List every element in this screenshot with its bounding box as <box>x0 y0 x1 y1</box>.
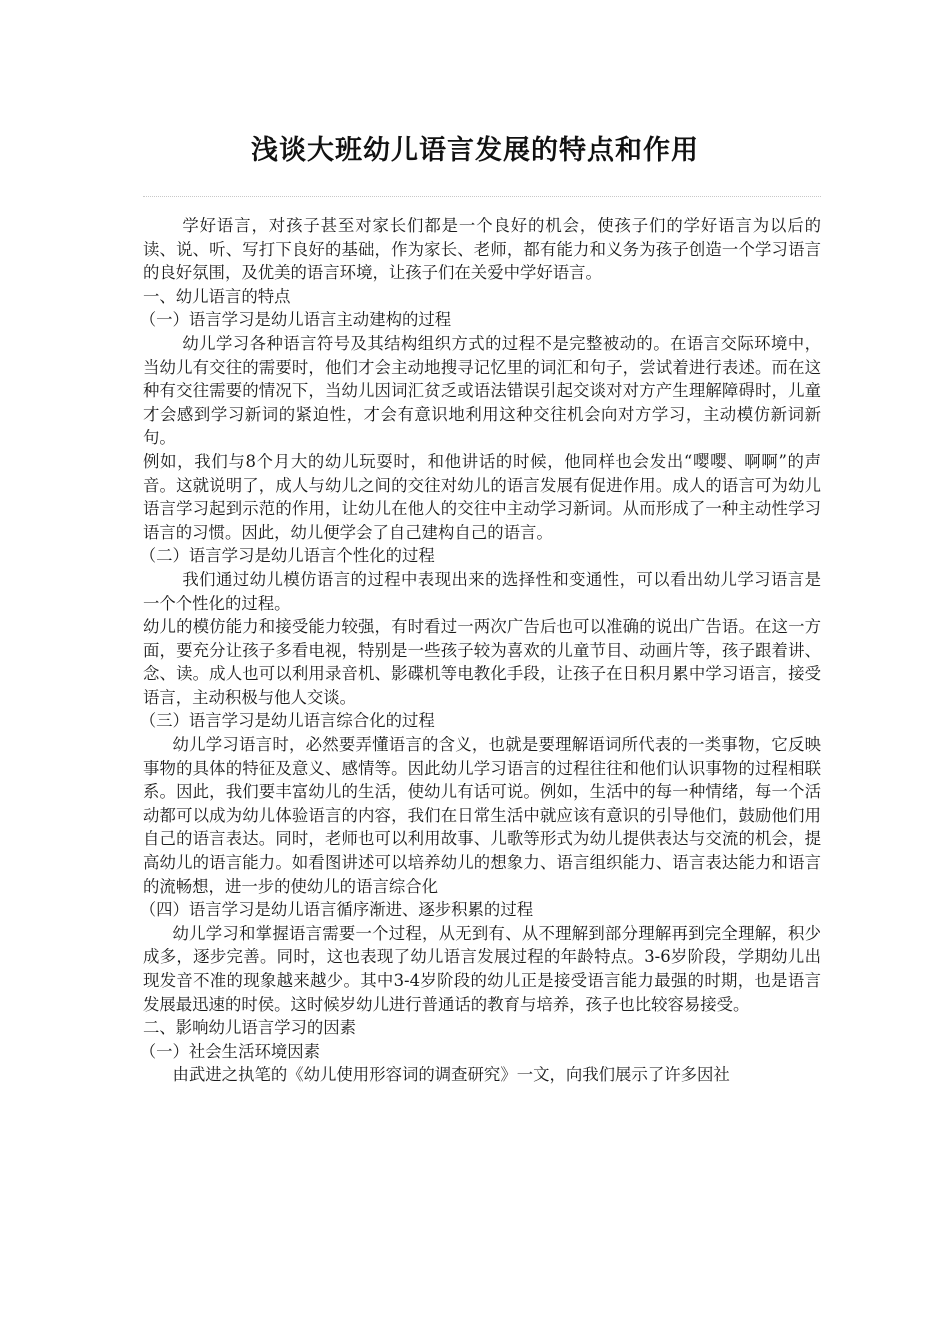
body-paragraph: 幼儿学习各种语言符号及其结构组织方式的过程不是完整被动的。在语言交际环境中，当幼儿有交往的需要时，他们才会主动地搜寻记忆里的词汇和句子，尝试着进行表述。而在这种有交往需要的情况下，当幼儿因词汇贫乏或语法错误引起交谈对对方产生理解障碍时，儿童才会感到学习新词的紧迫性，才会有意识地利用这种交往机会向对方学习，主动模仿新词新句。 <box>143 333 821 448</box>
document-title: 浅谈大班幼儿语言发展的特点和作用 <box>251 135 699 166</box>
subsection-heading: （二）语言学习是幼儿语言个性化的过程 <box>139 546 435 566</box>
section-heading-or-paragraph: 例如，我们与8个月大的幼儿玩耍时，和他讲话的时候，他同样也会发出“嘤嘤、啊啊”的声音。这就说明了，成人与幼儿之间的交往对幼儿的语言发展有促进作用。成人的语言可为幼儿语言学习起到示范的作用，让幼儿在他人的交往中主动学习新词。从而形成了一种主动性学习语言的习惯。因此，幼儿便学会了自己建构自己的语言。 <box>143 451 821 542</box>
section-heading-or-paragraph: 幼儿的模仿能力和接受能力较强，有时看过一两次广告后也可以准确的说出广告语。在这一方面，要充分让孩子多看电视，特别是一些孩子较为喜欢的儿童节目、动画片等，孩子跟着讲、念、读。成人也可以利用录音机、影碟机等电教化手段，让孩子在日积月累中学习语言，接受语言，主动积极与他人交谈。 <box>143 617 821 707</box>
body-paragraph: 我们通过幼儿模仿语言的过程中表现出来的选择性和变通性，可以看出幼儿学习语言是一个个性化的过程。 <box>143 569 821 613</box>
body-paragraph: 学好语言，对孩子甚至对家长们都是一个良好的机会，使孩子们的学好语言为以后的读、说、听、写打下良好的基础，作为家长、老师，都有能力和义务为孩子创造一个学习语言的良好氛围，及优美的语言环境，让孩子们在关爱中学好语言。 <box>143 216 821 283</box>
subsection-heading: （一）语言学习是幼儿语言主动建构的过程 <box>139 310 452 330</box>
section-heading-or-paragraph: 二、影响幼儿语言学习的因素 <box>143 1018 357 1038</box>
subsection-heading: （一）社会生活环境因素 <box>139 1041 321 1061</box>
body-paragraph: 幼儿学习和掌握语言需要一个过程，从无到有、从不理解到部分理解再到完全理解，积少成多，逐步完善。同时，这也表现了幼儿语言发展过程的年龄特点。3-6岁阶段，学期幼儿出现发音不准的现象越来越少。其中3-4岁阶段的幼儿正是接受语言能力最强的时期，也是语言发展最迅速的时侯。这时候岁幼儿进行普通话的教育与培养，孩子也比较容易接受。 <box>143 923 821 1014</box>
section-heading-or-paragraph: 一、幼儿语言的特点 <box>143 286 291 306</box>
subsection-heading: （三）语言学习是幼儿语言综合化的过程 <box>139 711 435 731</box>
body-paragraph: 幼儿学习语言时，必然要弄懂语言的含义，也就是要理解语词所代表的一类事物，它反映事物的具体的特征及意义、感情等。因此幼儿学习语言的过程往往和他们认识事物的过程相联系。因此，我们要丰富幼儿的生活，使幼儿有话可说。例如，生活中的每一种情绪，每一个活动都可以成为幼儿体验语言的内容，我们在日常生活中就应该有意识的引导他们，鼓励他们用自己的语言表达。同时，老师也可以利用故事、儿歌等形式为幼儿提供表达与交流的机会，提高幼儿的语言能力。如看图讲述可以培养幼儿的想象力、语言组织能力、语言表达能力和语言的流畅想，进一步的使幼儿的语言综合化 <box>143 735 821 896</box>
title-divider <box>143 196 821 197</box>
subsection-heading: （四）语言学习是幼儿语言循序渐进、逐步积累的过程 <box>139 900 534 920</box>
body-paragraph: 由武进之执笔的《幼儿使用形容词的调查研究》一文，向我们展示了许多因社 <box>172 1065 730 1085</box>
document-body <box>139 214 821 1087</box>
